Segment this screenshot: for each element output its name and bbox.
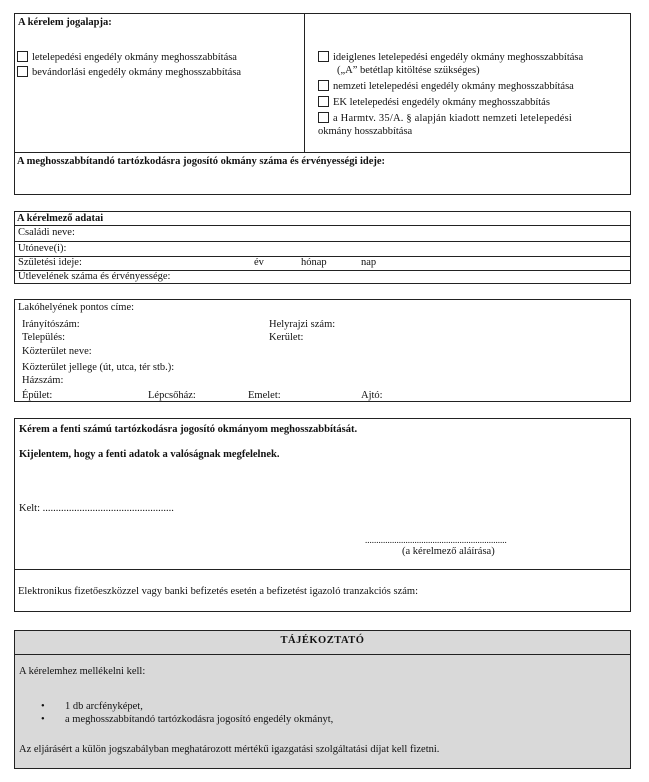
- family-name-field[interactable]: Családi neve:: [18, 227, 75, 238]
- legal-basis-divider: [304, 14, 305, 152]
- district-field[interactable]: Kerület:: [269, 332, 304, 343]
- legal-basis-section: [14, 13, 631, 195]
- option-immigration-permit[interactable]: [17, 66, 241, 78]
- birth-day-label: nap: [361, 257, 377, 268]
- list-item: • 1 db arcfényképet,: [41, 701, 143, 712]
- applicant-title: A kérelmező adatai: [17, 213, 104, 224]
- floor-field[interactable]: Emelet:: [248, 390, 281, 401]
- fee-text: Az eljárásért a külön jogszabályban meghatározott mértékű igazgatási szolgáltatási díjat kell fizetni.: [19, 744, 440, 755]
- option-note: („A” betétlap kitöltése szükséges): [337, 65, 480, 76]
- house-number-field[interactable]: Házszám:: [22, 375, 64, 386]
- zip-field[interactable]: Irányítószám:: [22, 319, 80, 330]
- declaration-section: [14, 418, 631, 612]
- address-section: [14, 299, 631, 402]
- option-ek-settlement[interactable]: [318, 96, 550, 108]
- bullet-icon: •: [41, 701, 45, 712]
- list-item: • a meghosszabbítandó tartózkodásra jogosító engedély okmányt,: [41, 714, 334, 725]
- option-national-settlement[interactable]: [318, 80, 574, 92]
- street-type-field[interactable]: Közterület jellege (út, utca, tér stb.):: [22, 362, 175, 373]
- signature-line[interactable]: ...............................................................: [365, 535, 507, 545]
- applicant-rule: [15, 241, 630, 242]
- checkbox-temporary-settlement[interactable]: [318, 51, 329, 62]
- option-temporary-settlement[interactable]: [318, 51, 583, 63]
- checkbox-settlement-permit[interactable]: [17, 51, 28, 62]
- checkbox-harmtv[interactable]: [318, 112, 329, 123]
- legal-basis-bottom-rule: [15, 152, 630, 153]
- signature-label: (a kérelmező aláírása): [402, 546, 495, 557]
- building-field[interactable]: Épület:: [22, 390, 53, 401]
- option-label: ideiglenes letelepedési engedély okmány meghosszabbítása: [333, 52, 584, 63]
- given-names-field[interactable]: Utóneve(i):: [18, 243, 67, 254]
- document-number-field[interactable]: [17, 170, 617, 190]
- checkbox-ek-settlement[interactable]: [318, 96, 329, 107]
- applicant-section: [14, 211, 631, 284]
- applicant-rule: [15, 225, 630, 226]
- info-rule: [15, 654, 630, 655]
- option-harmtv-line2: okmány hosszabbítása: [318, 126, 413, 137]
- birth-date-field[interactable]: Születési ideje:: [18, 257, 82, 268]
- legal-basis-title: A kérelem jogalapja:: [18, 17, 112, 28]
- info-section: [14, 630, 631, 769]
- option-harmtv[interactable]: [318, 112, 572, 124]
- info-title: TÁJÉKOZTATÓ: [280, 635, 365, 646]
- option-settlement-permit[interactable]: [17, 51, 237, 63]
- dated-field[interactable]: Kelt: ..................................................: [19, 503, 174, 514]
- statement-text: Kijelentem, hogy a fenti adatok a valóságnak megfelelnek.: [19, 449, 280, 460]
- option-label: letelepedési engedély okmány meghosszabbítása: [32, 52, 237, 63]
- city-field[interactable]: Település:: [22, 332, 65, 343]
- request-text: Kérem a fenti számú tartózkodásra jogosító okmányom meghosszabbítását.: [19, 424, 358, 435]
- checkbox-national-settlement[interactable]: [318, 80, 329, 91]
- document-number-title: A meghosszabbítandó tartózkodásra jogosító okmány száma és érvényességi ideje:: [17, 156, 386, 167]
- street-name-field[interactable]: Közterület neve:: [22, 346, 92, 357]
- address-title: Lakóhelyének pontos címe:: [18, 302, 135, 313]
- parcel-field[interactable]: Helyrajzi szám:: [269, 319, 336, 330]
- door-field[interactable]: Ajtó:: [361, 390, 383, 401]
- staircase-field[interactable]: Lépcsőház:: [148, 390, 196, 401]
- declaration-rule: [15, 569, 630, 570]
- payment-text: Elektronikus fizetőeszközzel vagy banki befizetés esetén a befizetést igazoló tranzakciós szám:: [18, 586, 418, 597]
- birth-year-label: év: [254, 257, 264, 268]
- birth-month-label: hónap: [301, 257, 327, 268]
- option-label: bevándorlási engedély okmány meghosszabbítása: [32, 67, 242, 78]
- bullet-icon: •: [41, 714, 45, 725]
- option-label: EK letelepedési engedély okmány meghosszabbítás: [333, 97, 550, 108]
- info-intro: A kérelemhez mellékelni kell:: [19, 666, 146, 677]
- option-label: a Harmtv. 35/A. § alapján kiadott nemzeti letelepedési: [333, 113, 572, 124]
- checkbox-immigration-permit[interactable]: [17, 66, 28, 77]
- passport-field[interactable]: Útlevelének száma és érvényessége:: [18, 271, 171, 282]
- option-label: nemzeti letelepedési engedély okmány meghosszabbítása: [333, 81, 574, 92]
